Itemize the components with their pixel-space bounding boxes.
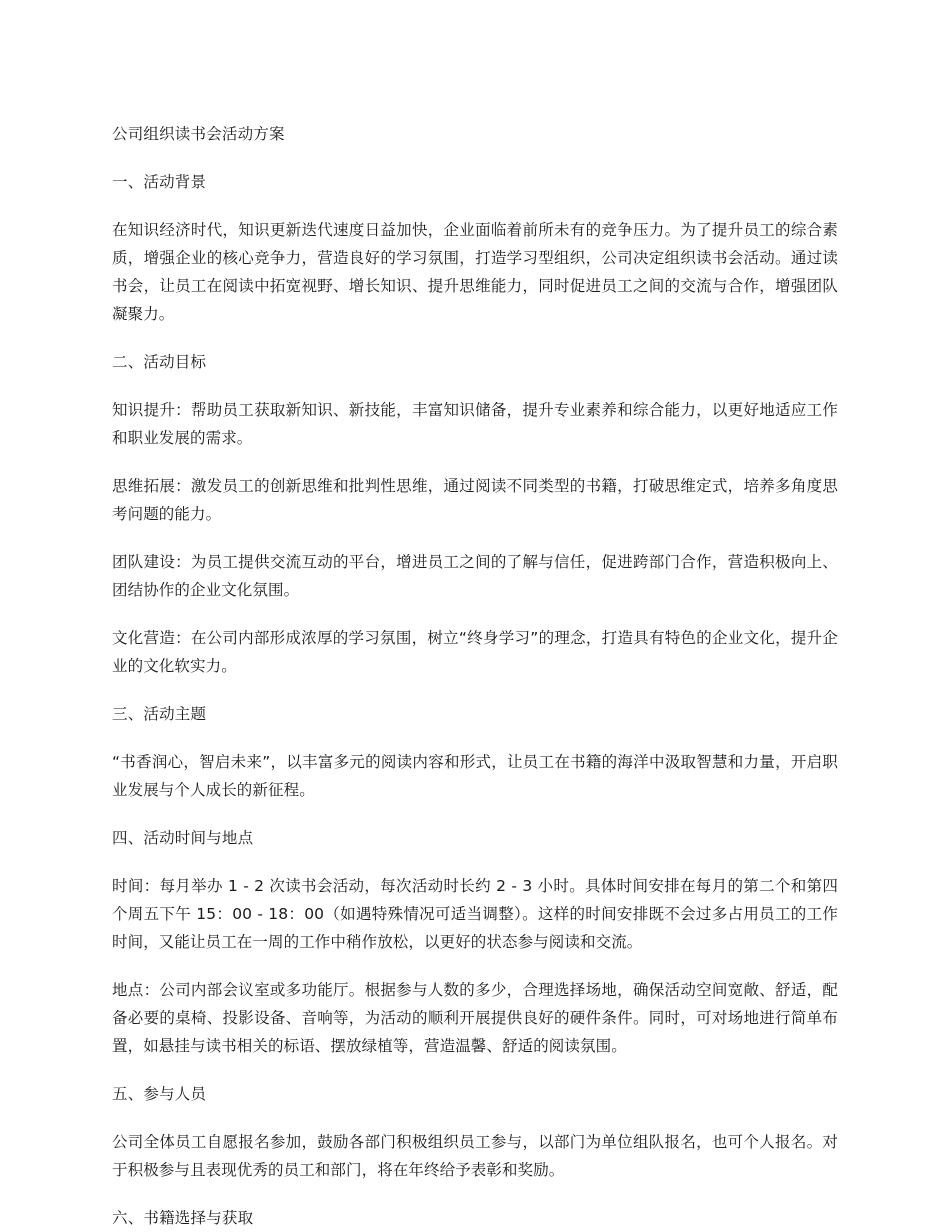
body-paragraph: 公司全体员工自愿报名参加，鼓励各部门积极组织员工参与，以部门为单位组队报名，也可个人报名。对于积极参与且表现优秀的员工和部门，将在年终给予表彰和奖励。: [112, 1133, 838, 1179]
section-heading: 三、活动主题: [112, 705, 207, 723]
section-heading: 一、活动背景: [112, 173, 207, 191]
body-paragraph: 思维拓展：激发员工的创新思维和批判性思维，通过阅读不同类型的书籍，打破思维定式，培养多角度思考问题的能力。: [112, 477, 838, 523]
body-paragraph: “书香润心，智启未来”，以丰富多元的阅读内容和形式，让员工在书籍的海洋中汲取智慧和力量，开启职业发展与个人成长的新征程。: [112, 753, 838, 799]
section-heading: 六、书籍选择与获取: [112, 1209, 254, 1227]
document-body: [112, 120, 838, 1232]
section-heading: 四、活动时间与地点: [112, 829, 254, 847]
section-heading: 二、活动目标: [112, 353, 207, 371]
body-paragraph: 在知识经济时代，知识更新迭代速度日益加快，企业面临着前所未有的竞争压力。为了提升员工的综合素质，增强企业的核心竞争力，营造良好的学习氛围，打造学习型组织，公司决定组织读书会活动。通过读书会，让员工在阅读中拓宽视野、增长知识、提升思维能力，同时促进员工之间的交流与合作，增强团队凝聚力。: [112, 221, 838, 323]
body-paragraph: 团队建设：为员工提供交流互动的平台，增进员工之间的了解与信任，促进跨部门合作，营造积极向上、团结协作的企业文化氛围。: [112, 553, 838, 599]
page-title: 公司组织读书会活动方案: [112, 125, 285, 143]
body-paragraph: 知识提升：帮助员工获取新知识、新技能，丰富知识储备，提升专业素养和综合能力，以更好地适应工作和职业发展的需求。: [112, 401, 838, 447]
body-paragraph: 文化营造：在公司内部形成浓厚的学习氛围，树立“终身学习”的理念，打造具有特色的企业文化，提升企业的文化软实力。: [112, 629, 838, 675]
section-heading: 五、参与人员: [112, 1085, 207, 1103]
body-paragraph: 地点：公司内部会议室或多功能厅。根据参与人数的多少，合理选择场地，确保活动空间宽敞、舒适，配备必要的桌椅、投影设备、音响等，为活动的顺利开展提供良好的硬件条件。同时，可对场地进行简单布置，如悬挂与读书相关的标语、摆放绿植等，营造温馨、舒适的阅读氛围。: [112, 981, 838, 1055]
body-paragraph: 时间：每月举办 1 - 2 次读书会活动，每次活动时长约 2 - 3 小时。具体时间安排在每月的第二个和第四个周五下午 15：00 - 18：00（如遇特殊情况可适当调整）。这样的时间安排既不会过多占用员工的工作时间，又能让员工在一周的工作中稍作放松，以更好的状态参与阅读和交流。: [112, 877, 838, 951]
